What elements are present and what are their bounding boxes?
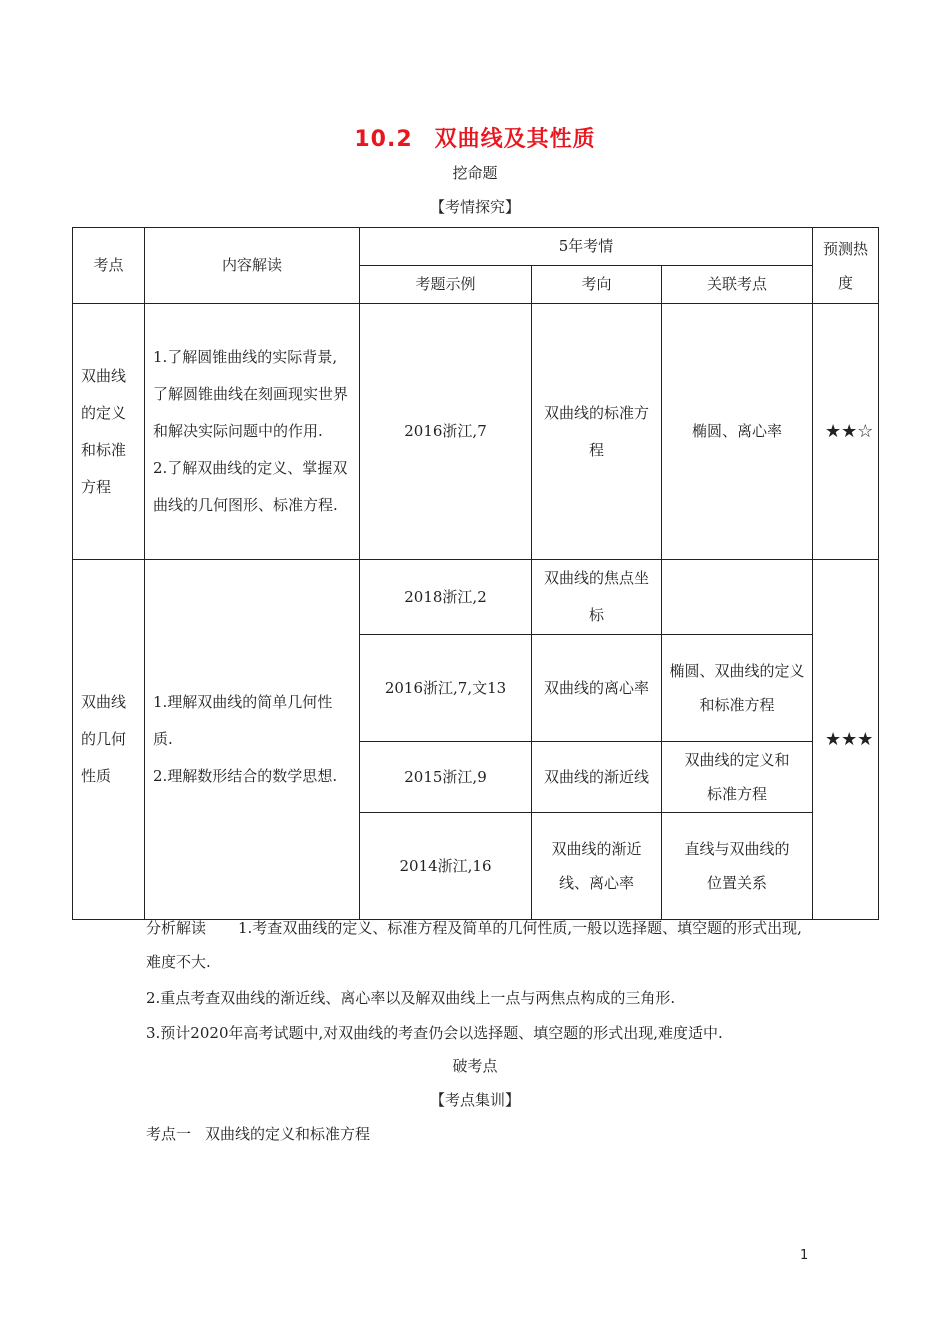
row2-guanlian: [662, 560, 813, 635]
section-heading-wamingti: 挖命题: [452, 164, 498, 182]
row2-example: 2015浙江,9: [360, 742, 532, 813]
header-example: 考题示例: [360, 266, 532, 304]
row1-neirong-item: 1.了解圆锥曲线的实际背景,了解圆锥曲线在刻画现实世界和解决实际问题中的作用.: [153, 348, 349, 440]
row2-kaoxiang: 双曲线的渐近线: [532, 742, 662, 813]
row2-example: 2014浙江,16: [360, 813, 532, 920]
title-text: 双曲线及其性质: [434, 127, 596, 152]
analysis-p3: 3.预计2020年高考试题中,对双曲线的考查仍会以选择题、填空题的形式出现,难度适中.: [146, 1024, 723, 1042]
subsection-heading-kaoqing: 【考情探究】: [429, 198, 520, 216]
analysis-p1-text: 1.考查双曲线的定义、标准方程及简单的几何性质,一般以选择题、填空题的形式出现,难度不大.: [146, 919, 802, 971]
kaodian1-text: 双曲线的定义和标准方程: [205, 1125, 371, 1143]
kaodian1-heading: [146, 1117, 816, 1151]
kaodian1-label: 考点一: [146, 1125, 192, 1143]
title-number: 10.2: [354, 127, 413, 152]
header-kaodian: 考点: [73, 228, 145, 304]
row1-neirong: [145, 304, 360, 560]
row2-kaodian: 双曲线的几何性质: [73, 560, 145, 920]
row2-example: 2018浙江,2: [360, 560, 532, 635]
header-guanlian: 关联考点: [662, 266, 813, 304]
analysis-p1: [146, 911, 816, 979]
row1-stars: ★★☆: [813, 304, 879, 560]
row2-kaoxiang: 双曲线的离心率: [532, 635, 662, 742]
row2-kaoxiang: 双曲线的焦点坐标: [532, 560, 662, 635]
row2-guanlian: 椭圆、双曲线的定义和标准方程: [662, 635, 813, 742]
row2-example: 2016浙江,7,文13: [360, 635, 532, 742]
row2-guanlian: 直线与双曲线的位置关系: [662, 813, 813, 920]
row1-guanlian: 椭圆、离心率: [662, 304, 813, 560]
row2-stars: ★★★: [813, 560, 879, 920]
header-yuce: 预测热度: [813, 228, 879, 304]
row2-neirong: [145, 560, 360, 920]
row1-kaodian: 双曲线的定义和标准方程: [73, 304, 145, 560]
page-title: [0, 122, 950, 153]
row1-kaoxiang: 双曲线的标准方程: [532, 304, 662, 560]
analysis-label: 分析解读: [146, 919, 207, 937]
header-kaoxiang: 考向: [532, 266, 662, 304]
row1-example: 2016浙江,7: [360, 304, 532, 560]
subsection-heading-jixun: 【考点集训】: [429, 1091, 520, 1109]
row2-guanlian: 双曲线的定义和标准方程: [662, 742, 813, 813]
row1-neirong-item: 2.了解双曲线的定义、掌握双曲线的几何图形、标准方程.: [153, 459, 348, 514]
page-number: 1: [800, 1248, 809, 1263]
header-neirong: 内容解读: [145, 228, 360, 304]
row2-neirong-item: 2.理解数形结合的数学思想.: [153, 767, 338, 785]
analysis-p2: 2.重点考查双曲线的渐近线、离心率以及解双曲线上一点与两焦点构成的三角形.: [146, 989, 676, 1007]
section-heading-pokaodian: 破考点: [452, 1057, 498, 1075]
row2-neirong-item: 1.理解双曲线的简单几何性质.: [153, 693, 333, 748]
exam-analysis-table: [72, 227, 879, 920]
header-five-year: 5年考情: [360, 228, 813, 266]
row2-kaoxiang: 双曲线的渐近线、离心率: [532, 813, 662, 920]
